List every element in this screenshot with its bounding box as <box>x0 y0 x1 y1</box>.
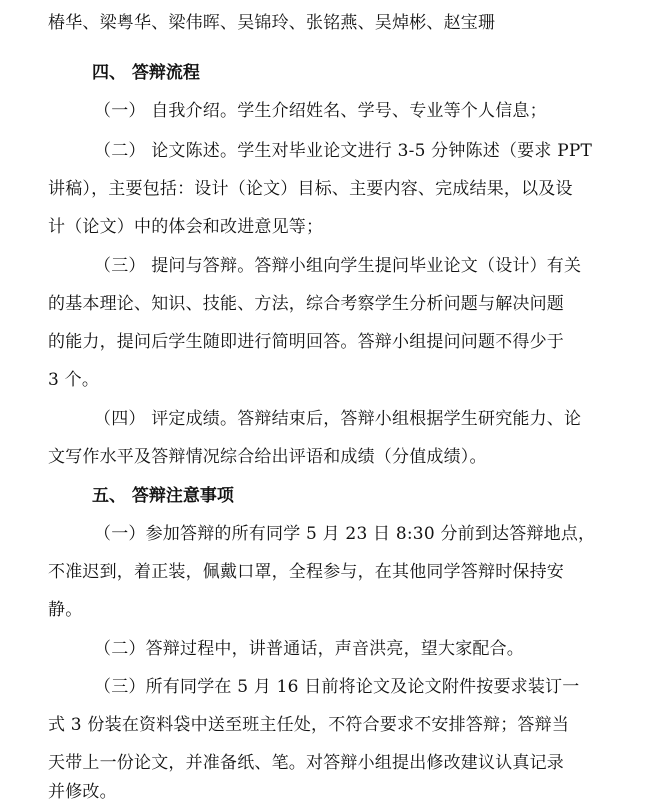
text-line: （三） 提问与答辩。答辩小组向学生提问毕业论文（设计）有关 <box>94 256 582 276</box>
text-line: 不准迟到，着正装，佩戴口罩，全程参与，在其他同学答辩时保持安 <box>48 562 564 582</box>
text-line: 的能力，提问后学生随即进行简明回答。答辩小组提问问题不得少于 <box>48 332 564 352</box>
text-line: 文写作水平及答辩情况综合给出评语和成绩（分值成绩）。 <box>48 447 487 467</box>
text-line: 椿华、梁粤华、梁伟晖、吴锦玲、张铭燕、吴焯彬、赵宝珊 <box>48 13 496 33</box>
section-heading-4: 四、 答辩流程 <box>92 63 200 83</box>
text-line: 的基本理论、知识、技能、方法，综合考察学生分析问题与解决问题 <box>48 294 564 314</box>
text-line: 静。 <box>48 600 83 620</box>
text-line: （一） 自我介绍。学生介绍姓名、学号、专业等个人信息； <box>94 101 547 121</box>
text-line: （一）参加答辩的所有同学 5 月 23 日 8:30 分前到达答辩地点， <box>94 524 596 544</box>
text-line: （二）答辩过程中，讲普通话，声音洪亮，望大家配合。 <box>94 639 524 659</box>
text-line: 并修改。 <box>48 782 117 802</box>
text-line: 讲稿），主要包括：设计（论文）目标、主要内容、完成结果，以及设 <box>48 179 573 199</box>
text-line: 式 3 份装在资料袋中送至班主任处，不符合要求不安排答辩；答辩当 <box>48 715 570 735</box>
text-line: 计（论文）中的体会和改进意见等； <box>48 217 324 237</box>
text-line: 天带上一份论文，并准备纸、笔。对答辩小组提出修改建议认真记录 <box>48 753 564 773</box>
text-line: （二） 论文陈述。学生对毕业论文进行 3-5 分钟陈述（要求 PPT <box>94 141 593 161</box>
text-line: 3 个。 <box>48 370 100 390</box>
section-heading-5: 五、 答辩注意事项 <box>92 486 234 506</box>
text-line: （四） 评定成绩。答辩结束后，答辩小组根据学生研究能力、论 <box>94 409 582 429</box>
text-line: （三）所有同学在 5 月 16 日前将论文及论文附件按要求装订一 <box>94 677 580 697</box>
